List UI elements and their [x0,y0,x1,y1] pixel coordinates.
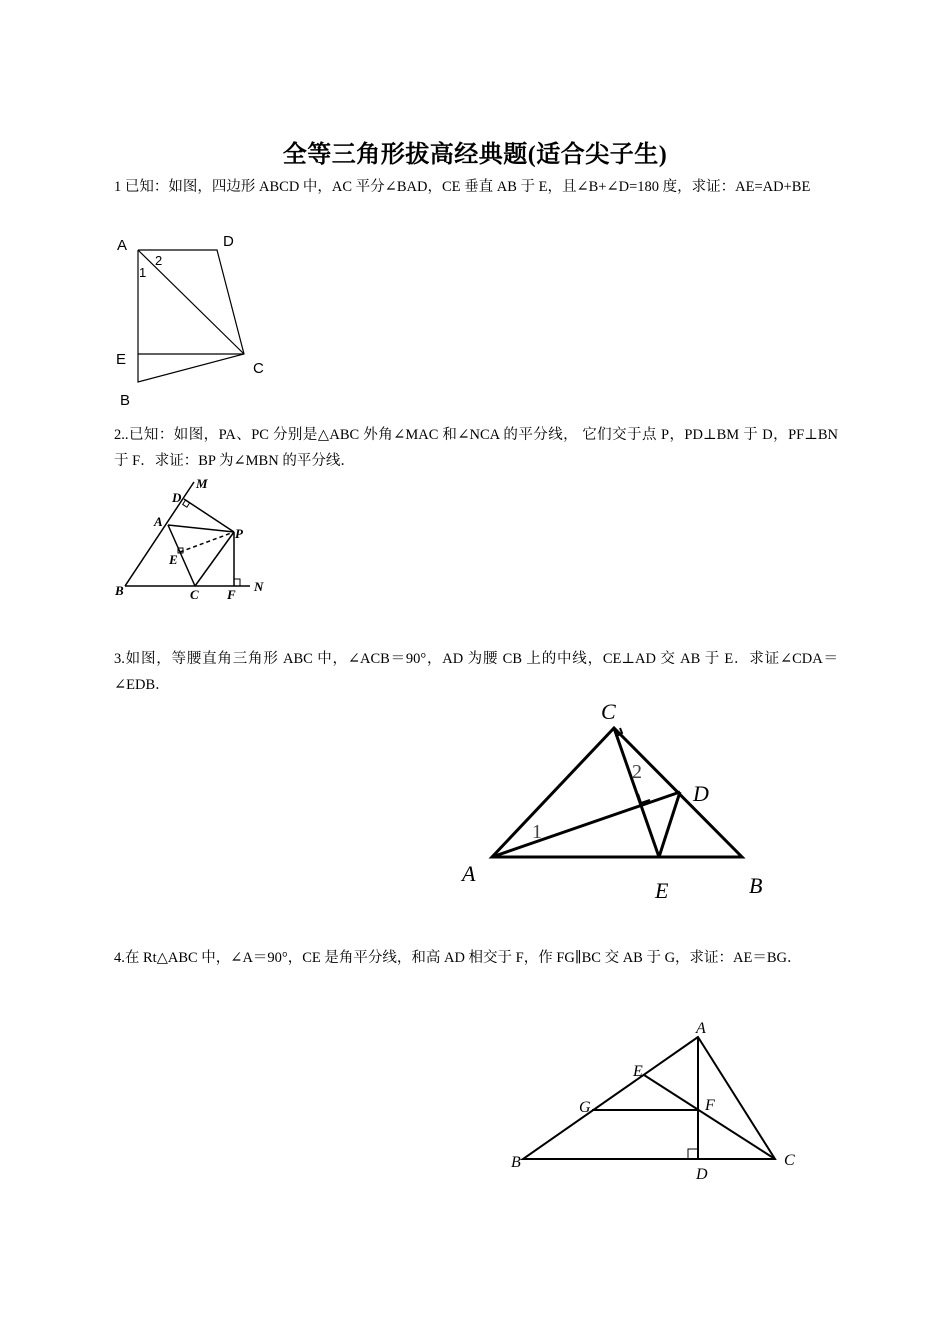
label-n: N [254,579,264,594]
label-c: C [601,699,616,724]
segment-de [659,792,680,857]
label-f: F [705,1097,715,1114]
segment-ce [614,728,659,857]
label-d: D [223,233,234,250]
label-a: A [117,237,128,254]
figure-2-triangle-bisectors [110,474,280,604]
problem-1-text: 1 已知：如图，四边形 ABCD 中，AC 平分∠BAD，CE 垂直 AB 于 E，且∠B+∠D=180 度，求证：AE=AD+BE [114,179,811,195]
label-a: A [154,514,163,529]
problem-3-text: 3.如图，等腰直角三角形 ABC 中，∠ACB＝90°，AD 为腰 CB 上的中线，CE⊥AD 交 AB 于 E．求证∠CDA＝∠EDB． [114,651,838,693]
label-d: D [172,490,182,505]
label-e: E [116,351,127,368]
label-d: D [693,781,709,806]
label-a: A [462,861,476,886]
quad-outline [138,250,244,382]
problem-4-text: 4.在 Rt△ABC 中，∠A＝90°，CE 是角平分线，和高 AD 相交于 F，作 FG∥BC 交 AB 于 G，求证：AE＝BG． [114,950,802,966]
page-title: 全等三角形拔高经典题(适合尖子生) [282,142,668,168]
segment-ad [492,792,680,857]
label-e: E [633,1063,643,1080]
angle-label-1: 1 [532,821,542,843]
label-b: B [115,583,124,598]
angle-label-2: 2 [155,253,163,268]
label-c: C [784,1152,795,1169]
label-a: A [696,1020,706,1037]
right-angle-f [234,579,240,586]
bisector-ce [644,1075,775,1159]
segment-cp [195,532,234,586]
figure-4-right-triangle [505,1015,805,1190]
label-b: B [120,392,131,409]
right-angle-d [688,1149,698,1159]
segment-ac [138,250,244,354]
label-d: D [696,1166,708,1183]
label-b: B [749,873,763,898]
label-f: F [227,587,236,602]
right-angle-foot [638,794,650,803]
figure-1-quadrilateral [110,228,280,413]
label-b: B [511,1154,521,1171]
label-p: P [235,526,243,541]
figure-3-isosceles-right-triangle [455,695,775,910]
angle-label-2: 2 [632,761,642,783]
angle-label-1: 1 [139,265,147,280]
label-m: M [196,476,208,491]
ray-bm [125,482,194,586]
triangle-abc [523,1037,775,1159]
label-c: C [253,360,264,377]
label-e: E [655,878,669,903]
label-e: E [169,552,178,567]
problem-2-text: 2..已知：如图，PA、PC 分别是△ABC 外角∠MAC 和∠NCA 的平分线， 它们交于点 P，PD⊥BM 于 D，PF⊥BN 于 F．求证：BP 为∠MBN 的平分线． [114,427,838,469]
label-c: C [190,587,199,602]
label-g: G [579,1099,591,1116]
